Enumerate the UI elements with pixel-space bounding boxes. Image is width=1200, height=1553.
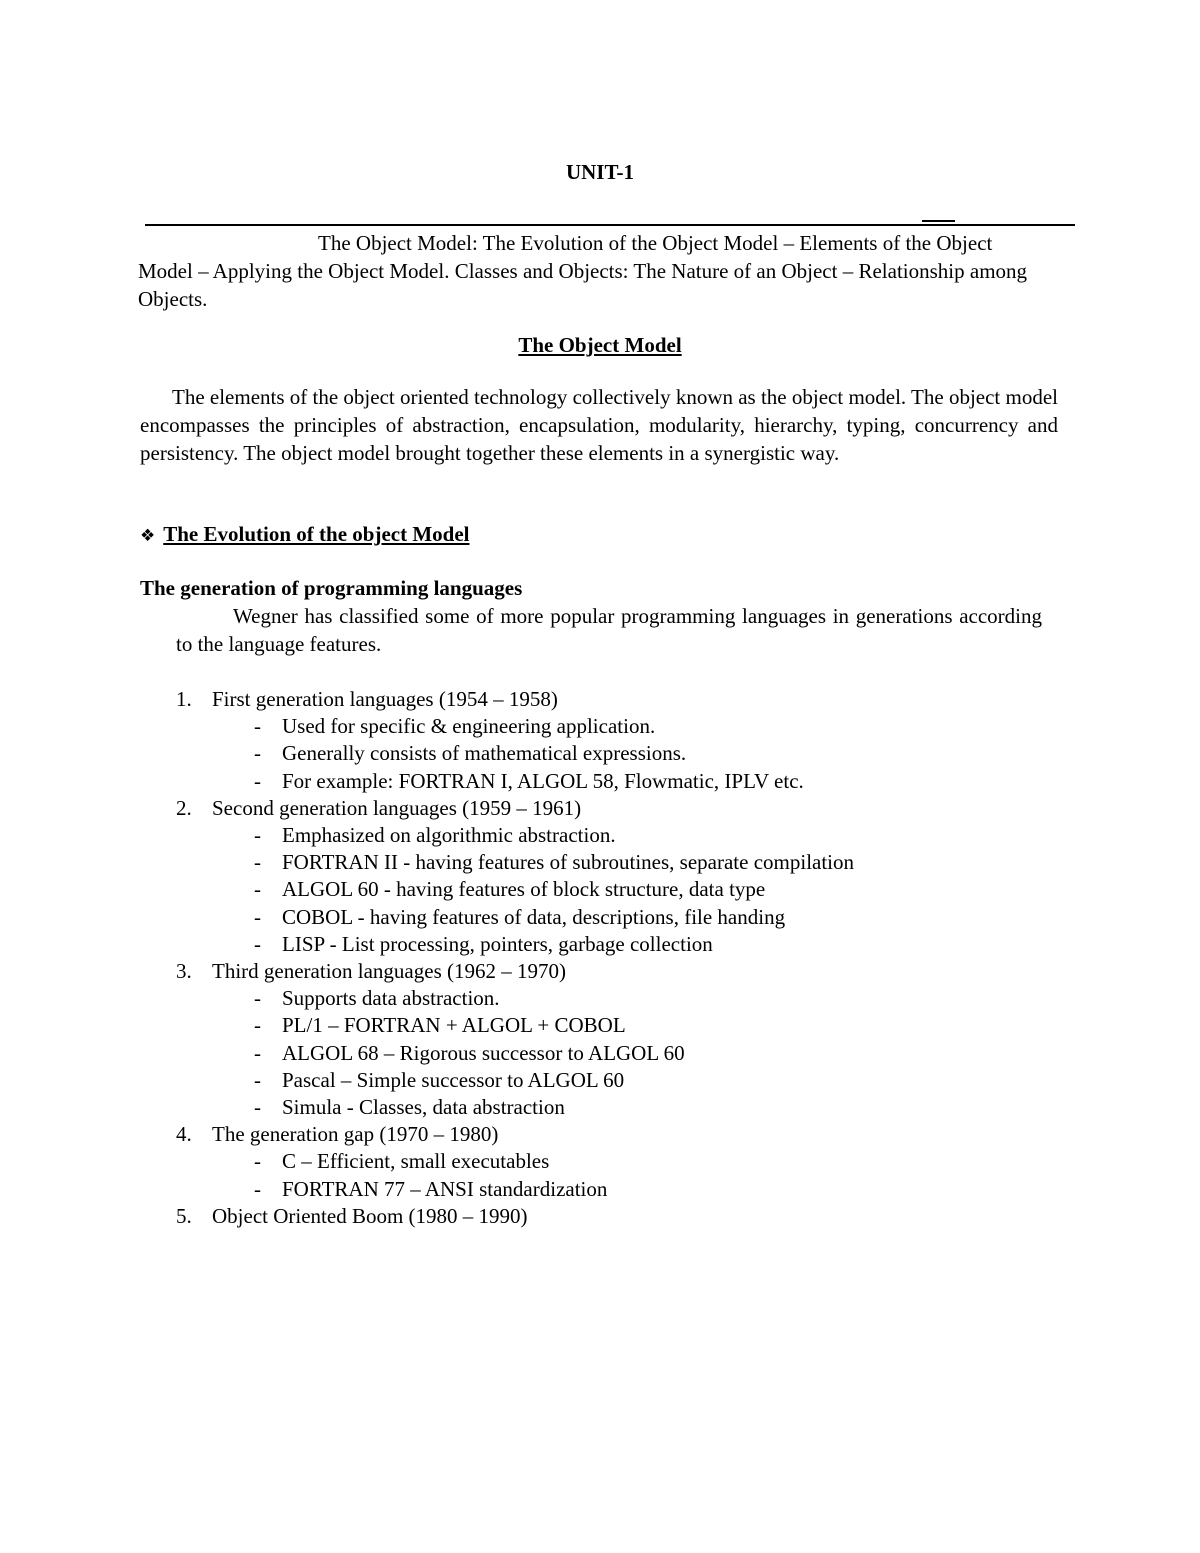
sub-list-item — [176, 931, 1046, 958]
evolution-heading — [140, 522, 469, 547]
sub-item-text: PL/1 – FORTRAN + ALGOL + COBOL — [282, 1013, 626, 1038]
sub-list-item — [176, 1040, 1046, 1067]
list-item — [176, 795, 1046, 958]
sub-item-text: ALGOL 68 – Rigorous successor to ALGOL 60 — [282, 1040, 685, 1065]
sub-list-item — [176, 822, 1046, 849]
evolution-heading-label: The Evolution of the object Model — [163, 522, 470, 546]
list-item — [176, 686, 1046, 795]
generation-list — [176, 686, 1046, 1230]
sub-item-text: Pascal – Simple successor to ALGOL 60 — [282, 1067, 625, 1092]
dash-bullet: - — [254, 714, 261, 739]
dash-bullet: - — [254, 823, 261, 848]
generation-title-line — [176, 1121, 1046, 1148]
sub-list-item — [176, 1012, 1046, 1039]
sub-item-text: C – Efficient, small executables — [282, 1149, 550, 1174]
sub-item-text: FORTRAN II - having features of subroutines, separate compilation — [282, 850, 855, 875]
generation-title: Second generation languages (1959 – 1961) — [212, 795, 582, 820]
sub-item-text: Generally consists of mathematical expressions. — [282, 741, 687, 766]
list-number: 5. — [176, 1203, 192, 1228]
dash-bullet: - — [254, 877, 261, 902]
generation-title: Object Oriented Boom (1980 – 1990) — [212, 1203, 528, 1228]
generation-title-line — [176, 686, 1046, 713]
sub-list-item — [176, 985, 1046, 1012]
sub-item-text: Used for specific & engineering application. — [282, 714, 656, 739]
diamond-bullet-icon: ❖ — [140, 526, 156, 546]
generation-intro-paragraph — [176, 602, 1042, 658]
generation-intro-text: Wegner has classified some of more popular programming languages in generations according to the language features. — [176, 604, 1042, 656]
sub-item-text: COBOL - having features of data, descriptions, file handing — [282, 904, 786, 929]
dash-bullet: - — [254, 931, 261, 956]
list-number: 2. — [176, 795, 192, 820]
sub-item-text: Emphasized on algorithmic abstraction. — [282, 823, 616, 848]
sub-list — [176, 1148, 1046, 1202]
sub-list — [176, 713, 1046, 795]
list-number: 1. — [176, 687, 192, 711]
dash-bullet: - — [254, 741, 261, 766]
dash-bullet: - — [254, 1067, 261, 1092]
syllabus-paragraph — [138, 229, 1038, 313]
horizontal-rule-notch — [922, 220, 955, 222]
generation-title-line — [176, 958, 1046, 985]
sub-list-item — [176, 1148, 1046, 1175]
dash-bullet: - — [254, 1176, 261, 1201]
generation-title: The generation gap (1970 – 1980) — [212, 1122, 499, 1147]
dash-bullet: - — [254, 904, 261, 929]
sub-list-item — [176, 1094, 1046, 1121]
dash-bullet: - — [254, 850, 261, 875]
section-heading: The Object Model — [518, 333, 682, 357]
sub-list — [176, 985, 1046, 1121]
sub-list-item — [176, 740, 1046, 767]
sub-list-item — [176, 904, 1046, 931]
generation-title: First generation languages (1954 – 1958) — [212, 687, 558, 711]
list-number: 3. — [176, 959, 192, 984]
sub-list-item — [176, 1067, 1046, 1094]
list-item — [176, 958, 1046, 1121]
dash-bullet: - — [254, 1040, 261, 1065]
dash-bullet: - — [254, 986, 261, 1011]
unit-title: UNIT-1 — [565, 160, 635, 184]
list-item — [176, 1203, 1046, 1230]
intro-paragraph — [140, 383, 1058, 467]
sub-list-item — [176, 1176, 1046, 1203]
sub-list-item — [176, 768, 1046, 795]
sub-list — [176, 822, 1046, 958]
list-number: 4. — [176, 1122, 192, 1147]
sub-item-text: FORTRAN 77 – ANSI standardization — [282, 1176, 608, 1201]
sub-item-text: Supports data abstraction. — [282, 986, 500, 1011]
sub-item-text: LISP - List processing, pointers, garbage collection — [282, 931, 713, 956]
dash-bullet: - — [254, 1149, 261, 1174]
sub-item-text: Simula - Classes, data abstraction — [282, 1095, 565, 1120]
dash-bullet: - — [254, 1013, 261, 1038]
sub-item-text: ALGOL 60 - having features of block structure, data type — [282, 877, 766, 902]
dash-bullet: - — [254, 768, 261, 793]
sub-list-item — [176, 876, 1046, 903]
horizontal-rule — [145, 224, 1075, 226]
sub-list-item — [176, 849, 1046, 876]
sub-list-item — [176, 713, 1046, 740]
generation-title-line — [176, 795, 1046, 822]
generation-title-line — [176, 1203, 1046, 1230]
generation-title: Third generation languages (1962 – 1970) — [212, 959, 566, 984]
syllabus-text: The Object Model: The Evolution of the Object Model – Elements of the Object Model – Applying the Object Model. Classes and Objects: The Nature of an Object – Relationship among Objects. — [138, 231, 1028, 311]
sub-item-text: For example: FORTRAN I, ALGOL 58, Flowmatic, IPLV etc. — [282, 768, 804, 793]
generation-heading: The generation of programming languages — [140, 576, 523, 600]
dash-bullet: - — [254, 1095, 261, 1120]
list-item — [176, 1121, 1046, 1203]
intro-text: The elements of the object oriented technology collectively known as the object model. The object model encompasses the principles of abstraction, encapsulation, modularity, hierarchy, typing, concurrency and persistency. The object model brought together these elements in a synergistic way. — [140, 385, 1058, 465]
